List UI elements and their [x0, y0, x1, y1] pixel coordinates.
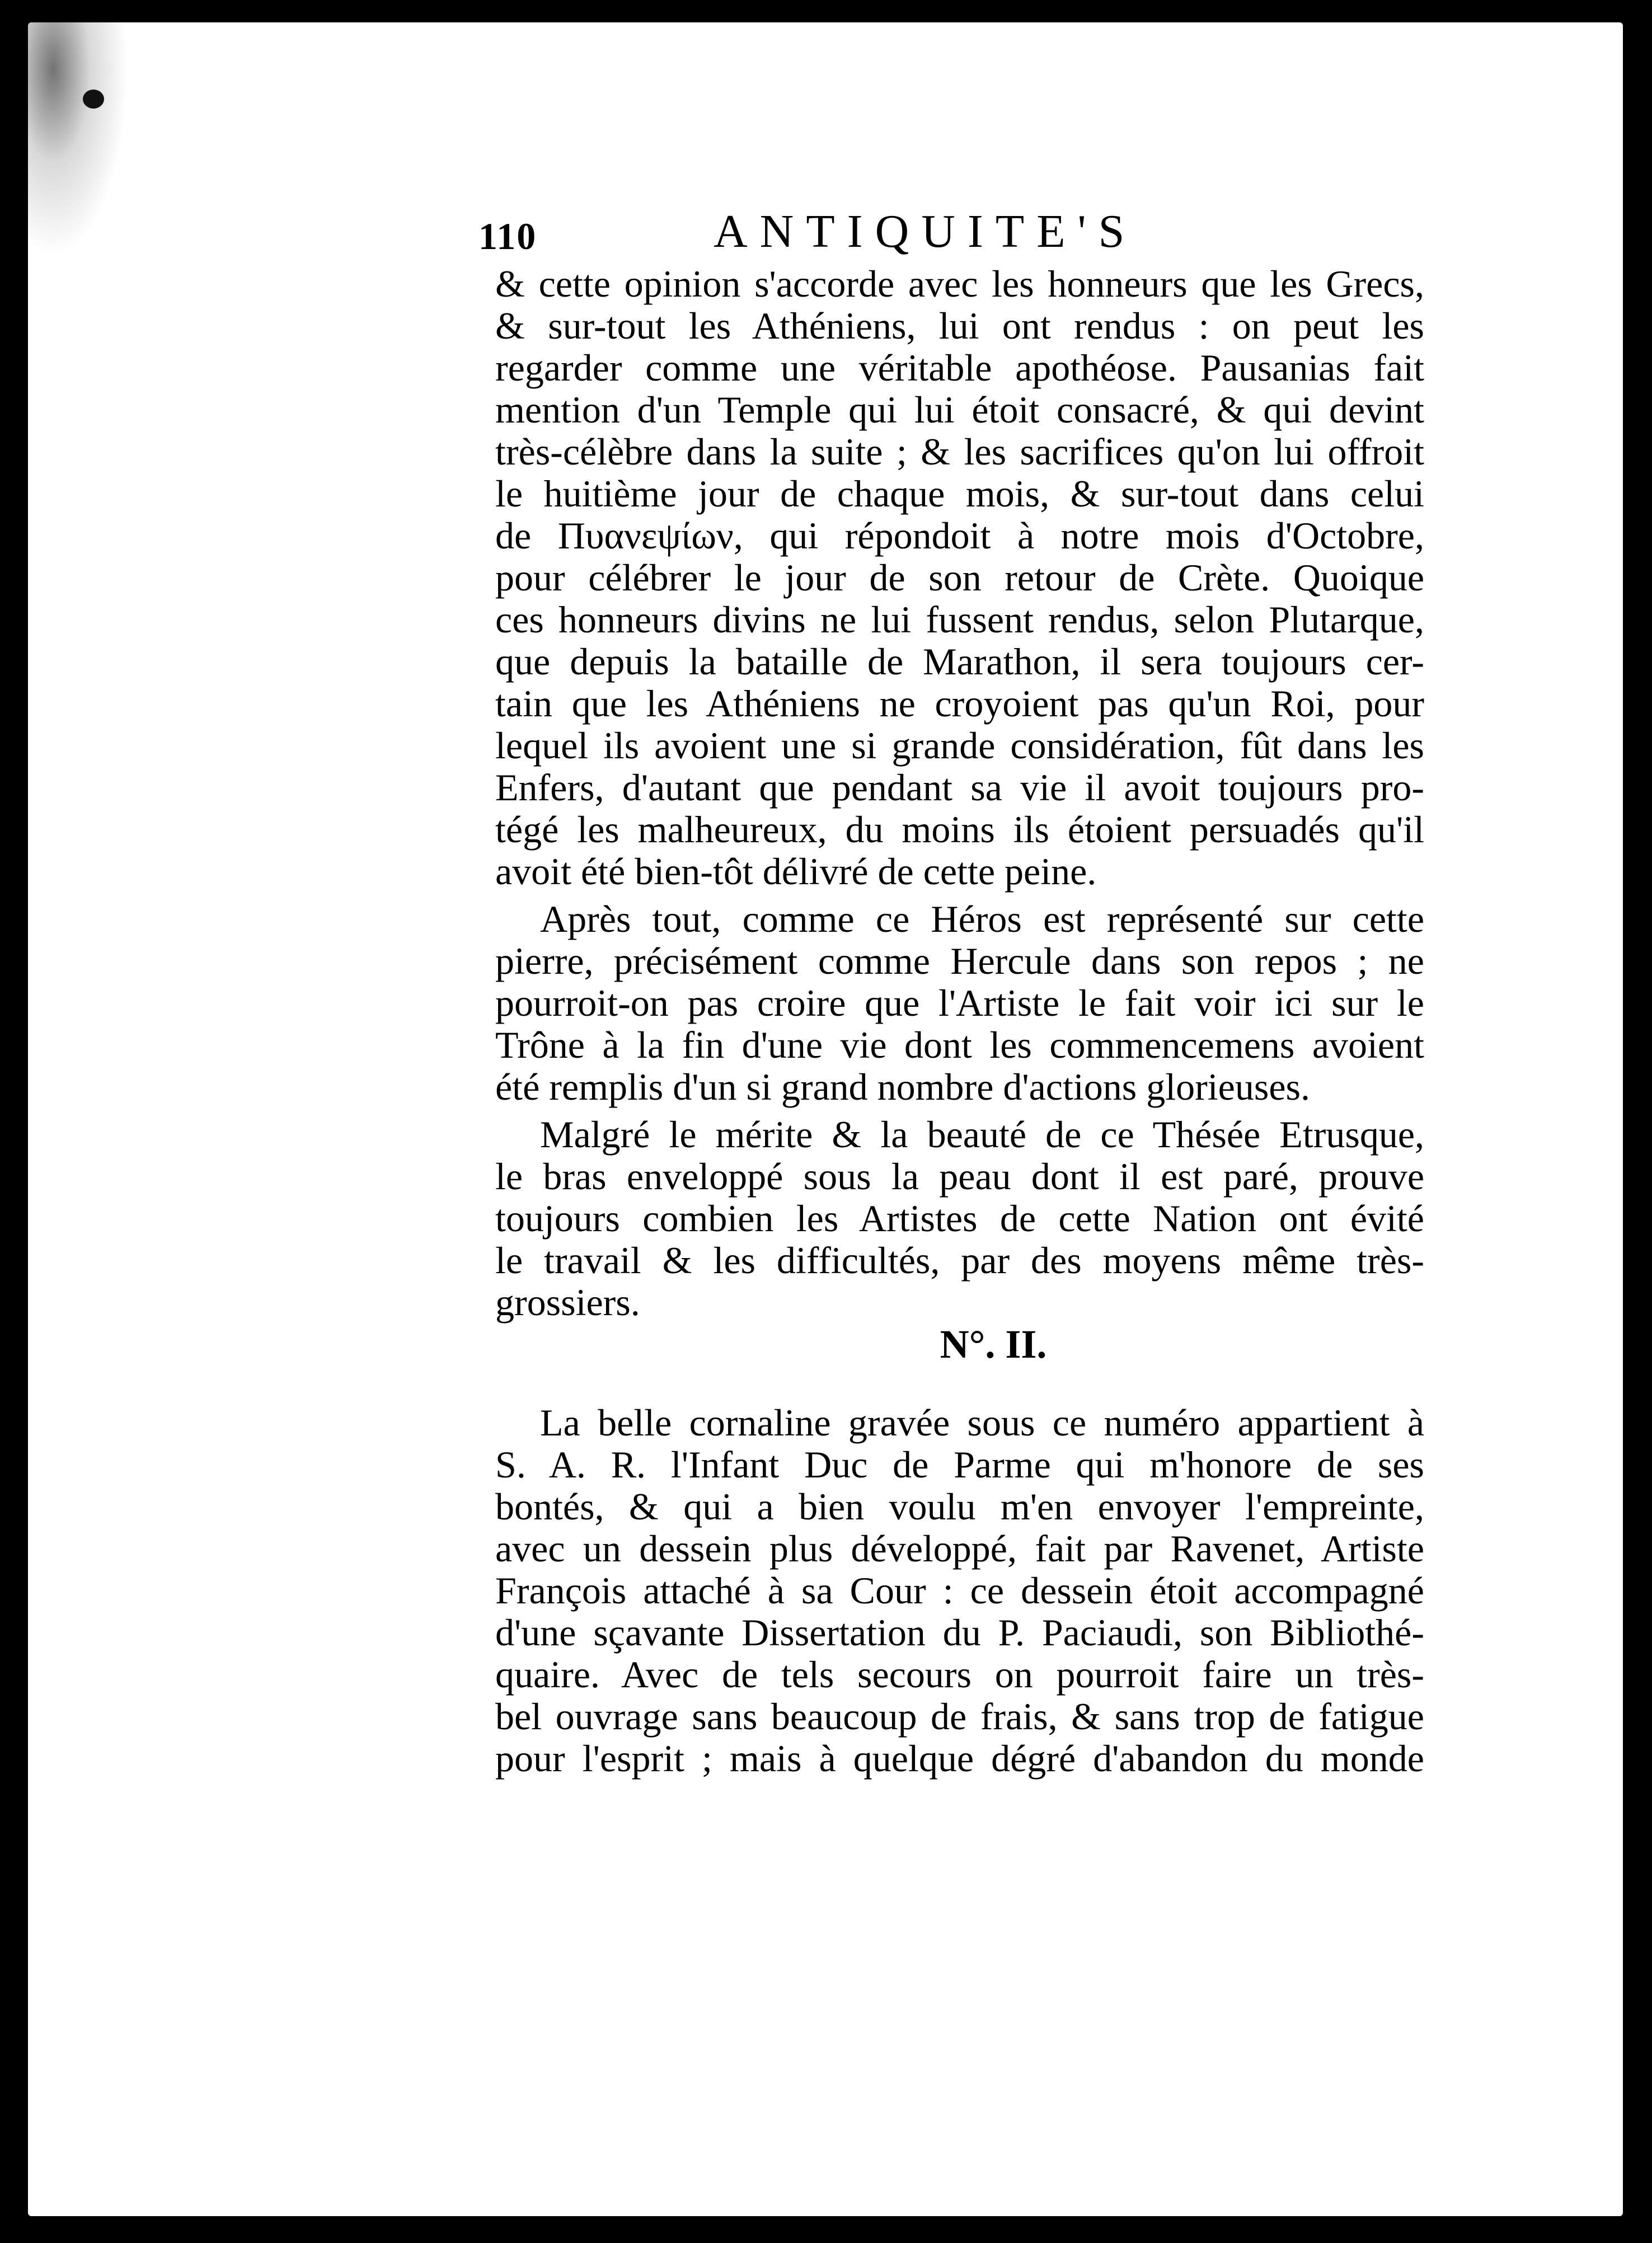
- text-line: toujours combien les Artistes de cette Nation ont évité: [495, 1197, 1424, 1240]
- body-text: [495, 263, 1424, 1780]
- text-line: mention d'un Temple qui lui étoit consacré, & qui devint: [495, 388, 1424, 431]
- text-line: le huitième jour de chaque mois, & sur-tout dans celui: [495, 472, 1424, 515]
- text-line: bel ouvrage sans beaucoup de frais, & sans trop de fatigue: [495, 1695, 1424, 1738]
- text-line: pour l'esprit ; mais à quelque dégré d'abandon du monde: [495, 1737, 1424, 1780]
- text-line: Enfers, d'autant que pendant sa vie il avoit toujours pro-: [495, 766, 1424, 809]
- text-line: très-célèbre dans la suite ; & les sacrifices qu'on lui offroit: [495, 430, 1424, 473]
- text-line: le travail & les difficultés, par des moyens même très-: [495, 1239, 1424, 1282]
- text-line: & sur-tout les Athéniens, lui ont rendus : on peut les: [495, 304, 1424, 347]
- text-line: Trône à la fin d'une vie dont les commencemens avoient: [495, 1024, 1424, 1066]
- text-line: & cette opinion s'accorde avec les honneurs que les Grecs,: [495, 262, 1424, 305]
- text-line: été remplis d'un si grand nombre d'actions glorieuses.: [495, 1066, 1310, 1108]
- text-line: La belle cornaline gravée sous ce numéro appartient à: [540, 1401, 1424, 1444]
- text-line: lequel ils avoient une si grande considération, fût dans les: [495, 724, 1424, 767]
- text-line: avec un dessein plus développé, fait par Ravenet, Artiste: [495, 1527, 1424, 1570]
- text-line: François attaché à sa Cour : ce dessein étoit accompagné: [495, 1569, 1424, 1612]
- text-line: tégé les malheureux, du moins ils étoient persuadés qu'il: [495, 808, 1424, 851]
- text-line: Malgré le mérite & la beauté de ce Thésée Etrusque,: [540, 1113, 1424, 1156]
- page-number: 110: [478, 215, 537, 257]
- running-head: [478, 204, 1430, 266]
- text-line: tain que les Athéniens ne croyoient pas qu'un Roi, pour: [495, 682, 1424, 725]
- text-line: avoit été bien-tôt délivré de cette peine.: [495, 850, 1097, 893]
- text-line: regarder comme une véritable apothéose. Pausanias fait: [495, 346, 1424, 389]
- text-line: quaire. Avec de tels secours on pourroit faire un très-: [495, 1653, 1424, 1696]
- section-heading: N°. II.: [940, 1322, 1047, 1367]
- text-line: pierre, précisément comme Hercule dans son repos ; ne: [495, 940, 1424, 982]
- text-line: de Πυανεψίων, qui répondoit à notre mois d'Octobre,: [495, 514, 1424, 557]
- text-line: pourroit-on pas croire que l'Artiste le fait voir ici sur le: [495, 982, 1424, 1024]
- text-line: Après tout, comme ce Héros est représenté sur cette: [540, 898, 1424, 940]
- text-line: le bras enveloppé sous la peau dont il est paré, prouve: [495, 1155, 1424, 1198]
- text-line: bontés, & qui a bien voulu m'en envoyer l'empreinte,: [495, 1485, 1424, 1528]
- text-line: S. A. R. l'Infant Duc de Parme qui m'honore de ses: [495, 1443, 1424, 1486]
- running-title: ANTIQUITE'S: [714, 205, 1137, 257]
- text-line: ces honneurs divins ne lui fussent rendus, selon Plutarque,: [495, 598, 1424, 641]
- text-line: d'une sçavante Dissertation du P. Paciaudi, son Bibliothé-: [495, 1611, 1424, 1654]
- text-line: que depuis la bataille de Marathon, il sera toujours cer-: [495, 640, 1424, 683]
- ink-spot: [83, 90, 104, 109]
- text-line: pour célébrer le jour de son retour de Crète. Quoique: [495, 556, 1424, 599]
- text-line: grossiers.: [495, 1281, 640, 1324]
